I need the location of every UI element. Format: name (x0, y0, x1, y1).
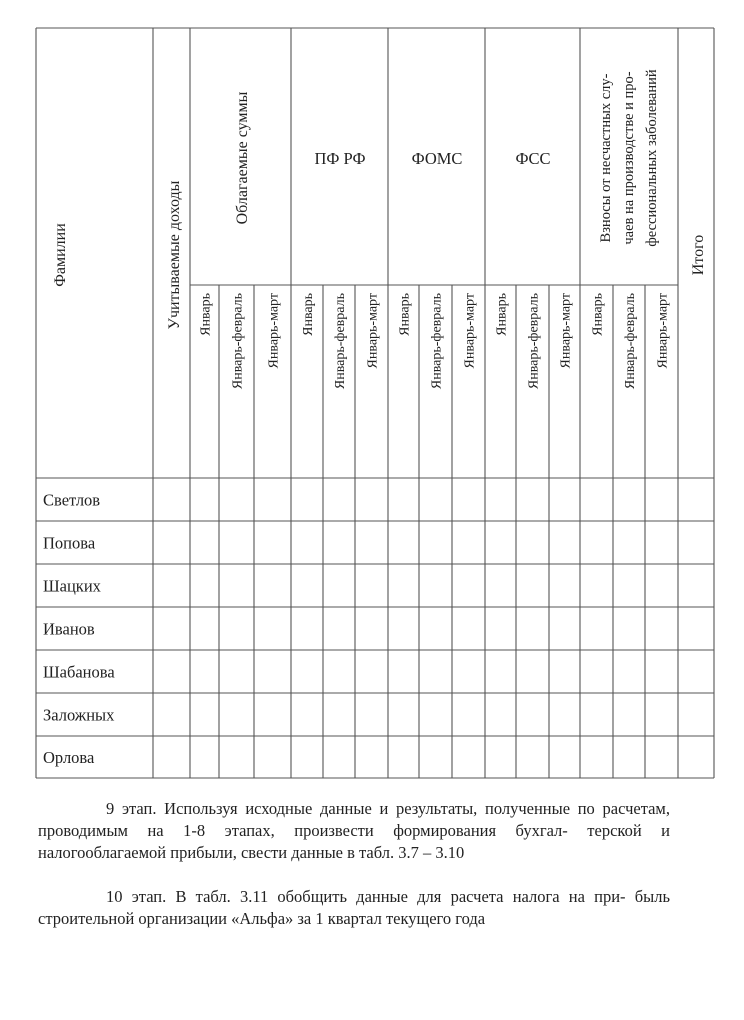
header-total: Итого (690, 234, 707, 276)
period-label: Январь-март (365, 293, 381, 369)
paragraph-stage-9 (38, 798, 670, 864)
row-surname: Орлова (43, 748, 95, 767)
period-label: Январь-март (266, 293, 282, 369)
stage-9-line-2: расчетам, проводимым на 1-8 этапах, произвести формирования бухгал- (38, 799, 670, 840)
row-surname: Иванов (43, 619, 95, 639)
header-surnames: Фамилии (52, 223, 69, 287)
row-surname: Шабанова (43, 662, 115, 682)
header-accident-line3: фессиональных заболеваний (644, 69, 660, 247)
stage-9-line-3: терской и налогооблагаемой прибыли, свести данные в табл. 3.7 – 3.10 (38, 821, 670, 862)
header-foms: ФОМС (411, 149, 463, 168)
period-label: Январь-март (655, 293, 671, 369)
period-label: Январь-март (558, 293, 574, 369)
header-income: Учитываемые доходы (166, 180, 183, 330)
period-label: Январь-март (462, 293, 478, 369)
header-fss: ФСС (515, 149, 551, 168)
header-taxable: Облагаемые суммы (234, 91, 251, 225)
period-label: Январь (198, 293, 214, 336)
stage-9-line-1: 9 этап. Используя исходные данные и результаты, полученные по (106, 799, 595, 818)
row-surname: Светлов (43, 490, 101, 510)
period-label: Январь-февраль (230, 293, 246, 390)
row-surname: Попова (43, 533, 96, 553)
period-label: Январь (397, 293, 413, 336)
period-label: Январь-февраль (526, 293, 542, 390)
row-surname: Шацких (43, 576, 101, 596)
period-labels (199, 293, 671, 389)
row-surname: Заложных (43, 705, 115, 725)
period-label: Январь-февраль (429, 293, 445, 390)
paragraph-stage-10 (38, 886, 670, 930)
period-label: Январь (494, 293, 510, 336)
row-labels (43, 491, 115, 768)
stage-10-line-2: быль строительной организации «Альфа» за 1 квартал текущего года (38, 887, 670, 928)
period-label: Январь (301, 293, 316, 336)
header-accident-line2: чаев на производстве и про- (621, 71, 637, 245)
period-label: Январь-февраль (333, 293, 348, 390)
period-label: Январь (590, 293, 606, 336)
header-pf: ПФ РФ (314, 149, 366, 168)
period-label: Январь-февраль (623, 293, 638, 390)
header-accident-line1: Взносы от несчастных слу- (598, 73, 614, 243)
stage-10-line-1: 10 этап. В табл. 3.11 обобщить данные для расчета налога на при- (106, 887, 626, 906)
